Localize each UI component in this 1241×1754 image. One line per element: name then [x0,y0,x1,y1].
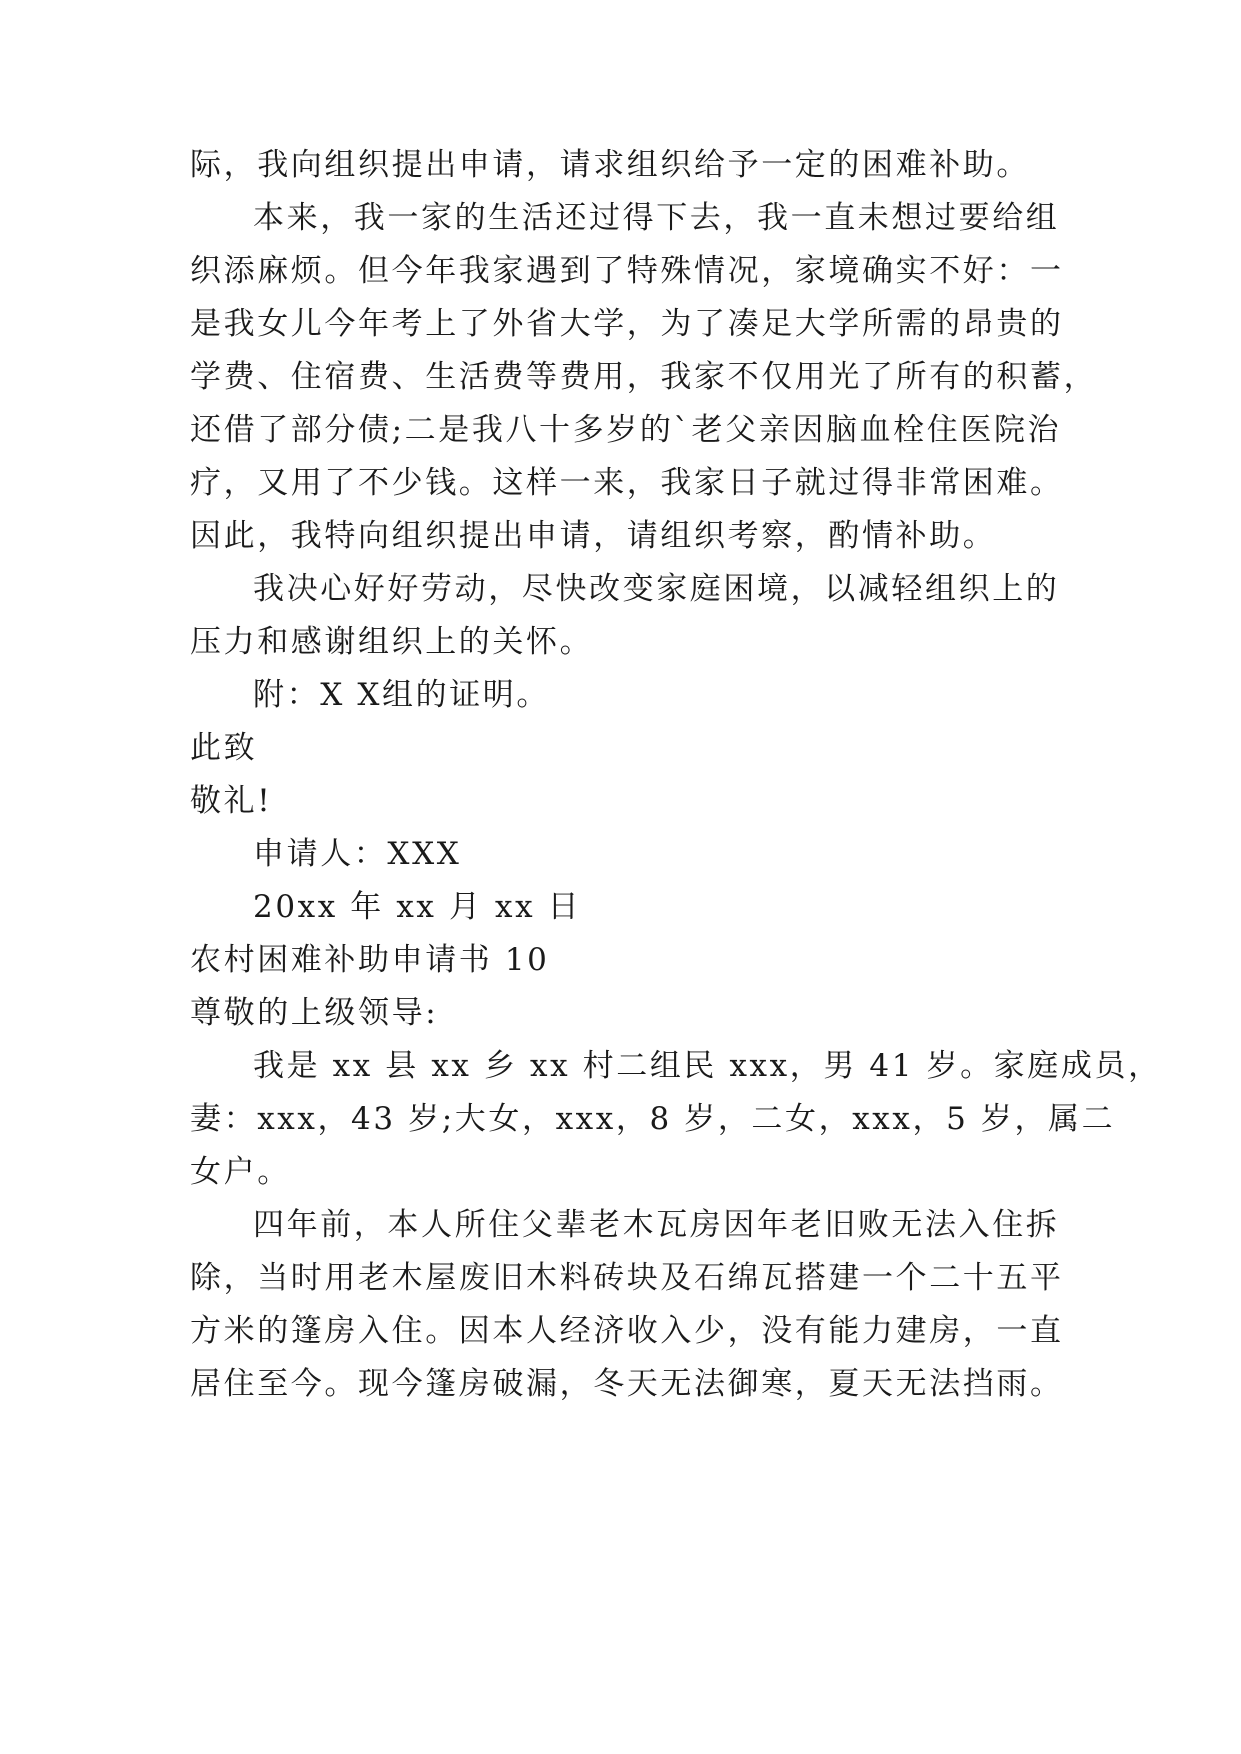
applicant-signature: 申请人：XXX [253,836,462,872]
greeting: 尊敬的上级领导: [190,995,439,1031]
paragraph-line: 学费、住宿费、生活费等费用，我家不仅用光了所有的积蓄， [190,359,1098,395]
paragraph-line: 妻：xxx，43 岁;大女，xxx，8 岁，二女，xxx，5 岁，属二 [190,1101,1116,1137]
paragraph-line: 是我女儿今年考上了外省大学，为了凑足大学所需的昂贵的 [190,306,1064,342]
paragraph-line: 际，我向组织提出申请，请求组织给予一定的困难补助。 [190,147,1030,183]
attachment-note: 附：X X组的证明。 [253,677,550,713]
paragraph-line: 本来，我一家的生活还过得下去，我一直未想过要给组 [253,200,1060,236]
section-title: 农村困难补助申请书 10 [190,942,550,978]
paragraph-line: 四年前，本人所住父辈老木瓦房因年老旧败无法入住拆 [253,1207,1060,1243]
signature-date: 20xx 年 xx 月 xx 日 [253,889,582,925]
paragraph-line: 女户。 [190,1154,291,1190]
closing-regards: 敬礼! [190,783,273,819]
paragraph-line: 我是 xx 县 xx 乡 xx 村二组民 xxx，男 41 岁。家庭成员， [253,1048,1162,1084]
paragraph-line: 疗，又用了不少钱。这样一来，我家日子就过得非常困难。 [190,465,1064,501]
paragraph-line: 织添麻烦。但今年我家遇到了特殊情况，家境确实不好：一 [190,253,1064,289]
paragraph-line: 方米的篷房入住。因本人经济收入少，没有能力建房，一直 [190,1313,1064,1349]
paragraph-line: 因此，我特向组织提出申请，请组织考察，酌情补助。 [190,518,997,554]
paragraph-line: 居住至今。现今篷房破漏，冬天无法御寒，夏天无法挡雨。 [190,1366,1064,1402]
closing-salutation: 此致 [190,730,258,766]
paragraph-line: 还借了部分债;二是我八十多岁的`老父亲因脑血栓住医院治 [190,412,1062,448]
paragraph-line: 压力和感谢组织上的关怀。 [190,624,594,660]
paragraph-line: 我决心好好劳动，尽快改变家庭困境，以减轻组织上的 [253,571,1060,607]
paragraph-line: 除，当时用老木屋废旧木料砖块及石绵瓦搭建一个二十五平 [190,1260,1064,1296]
